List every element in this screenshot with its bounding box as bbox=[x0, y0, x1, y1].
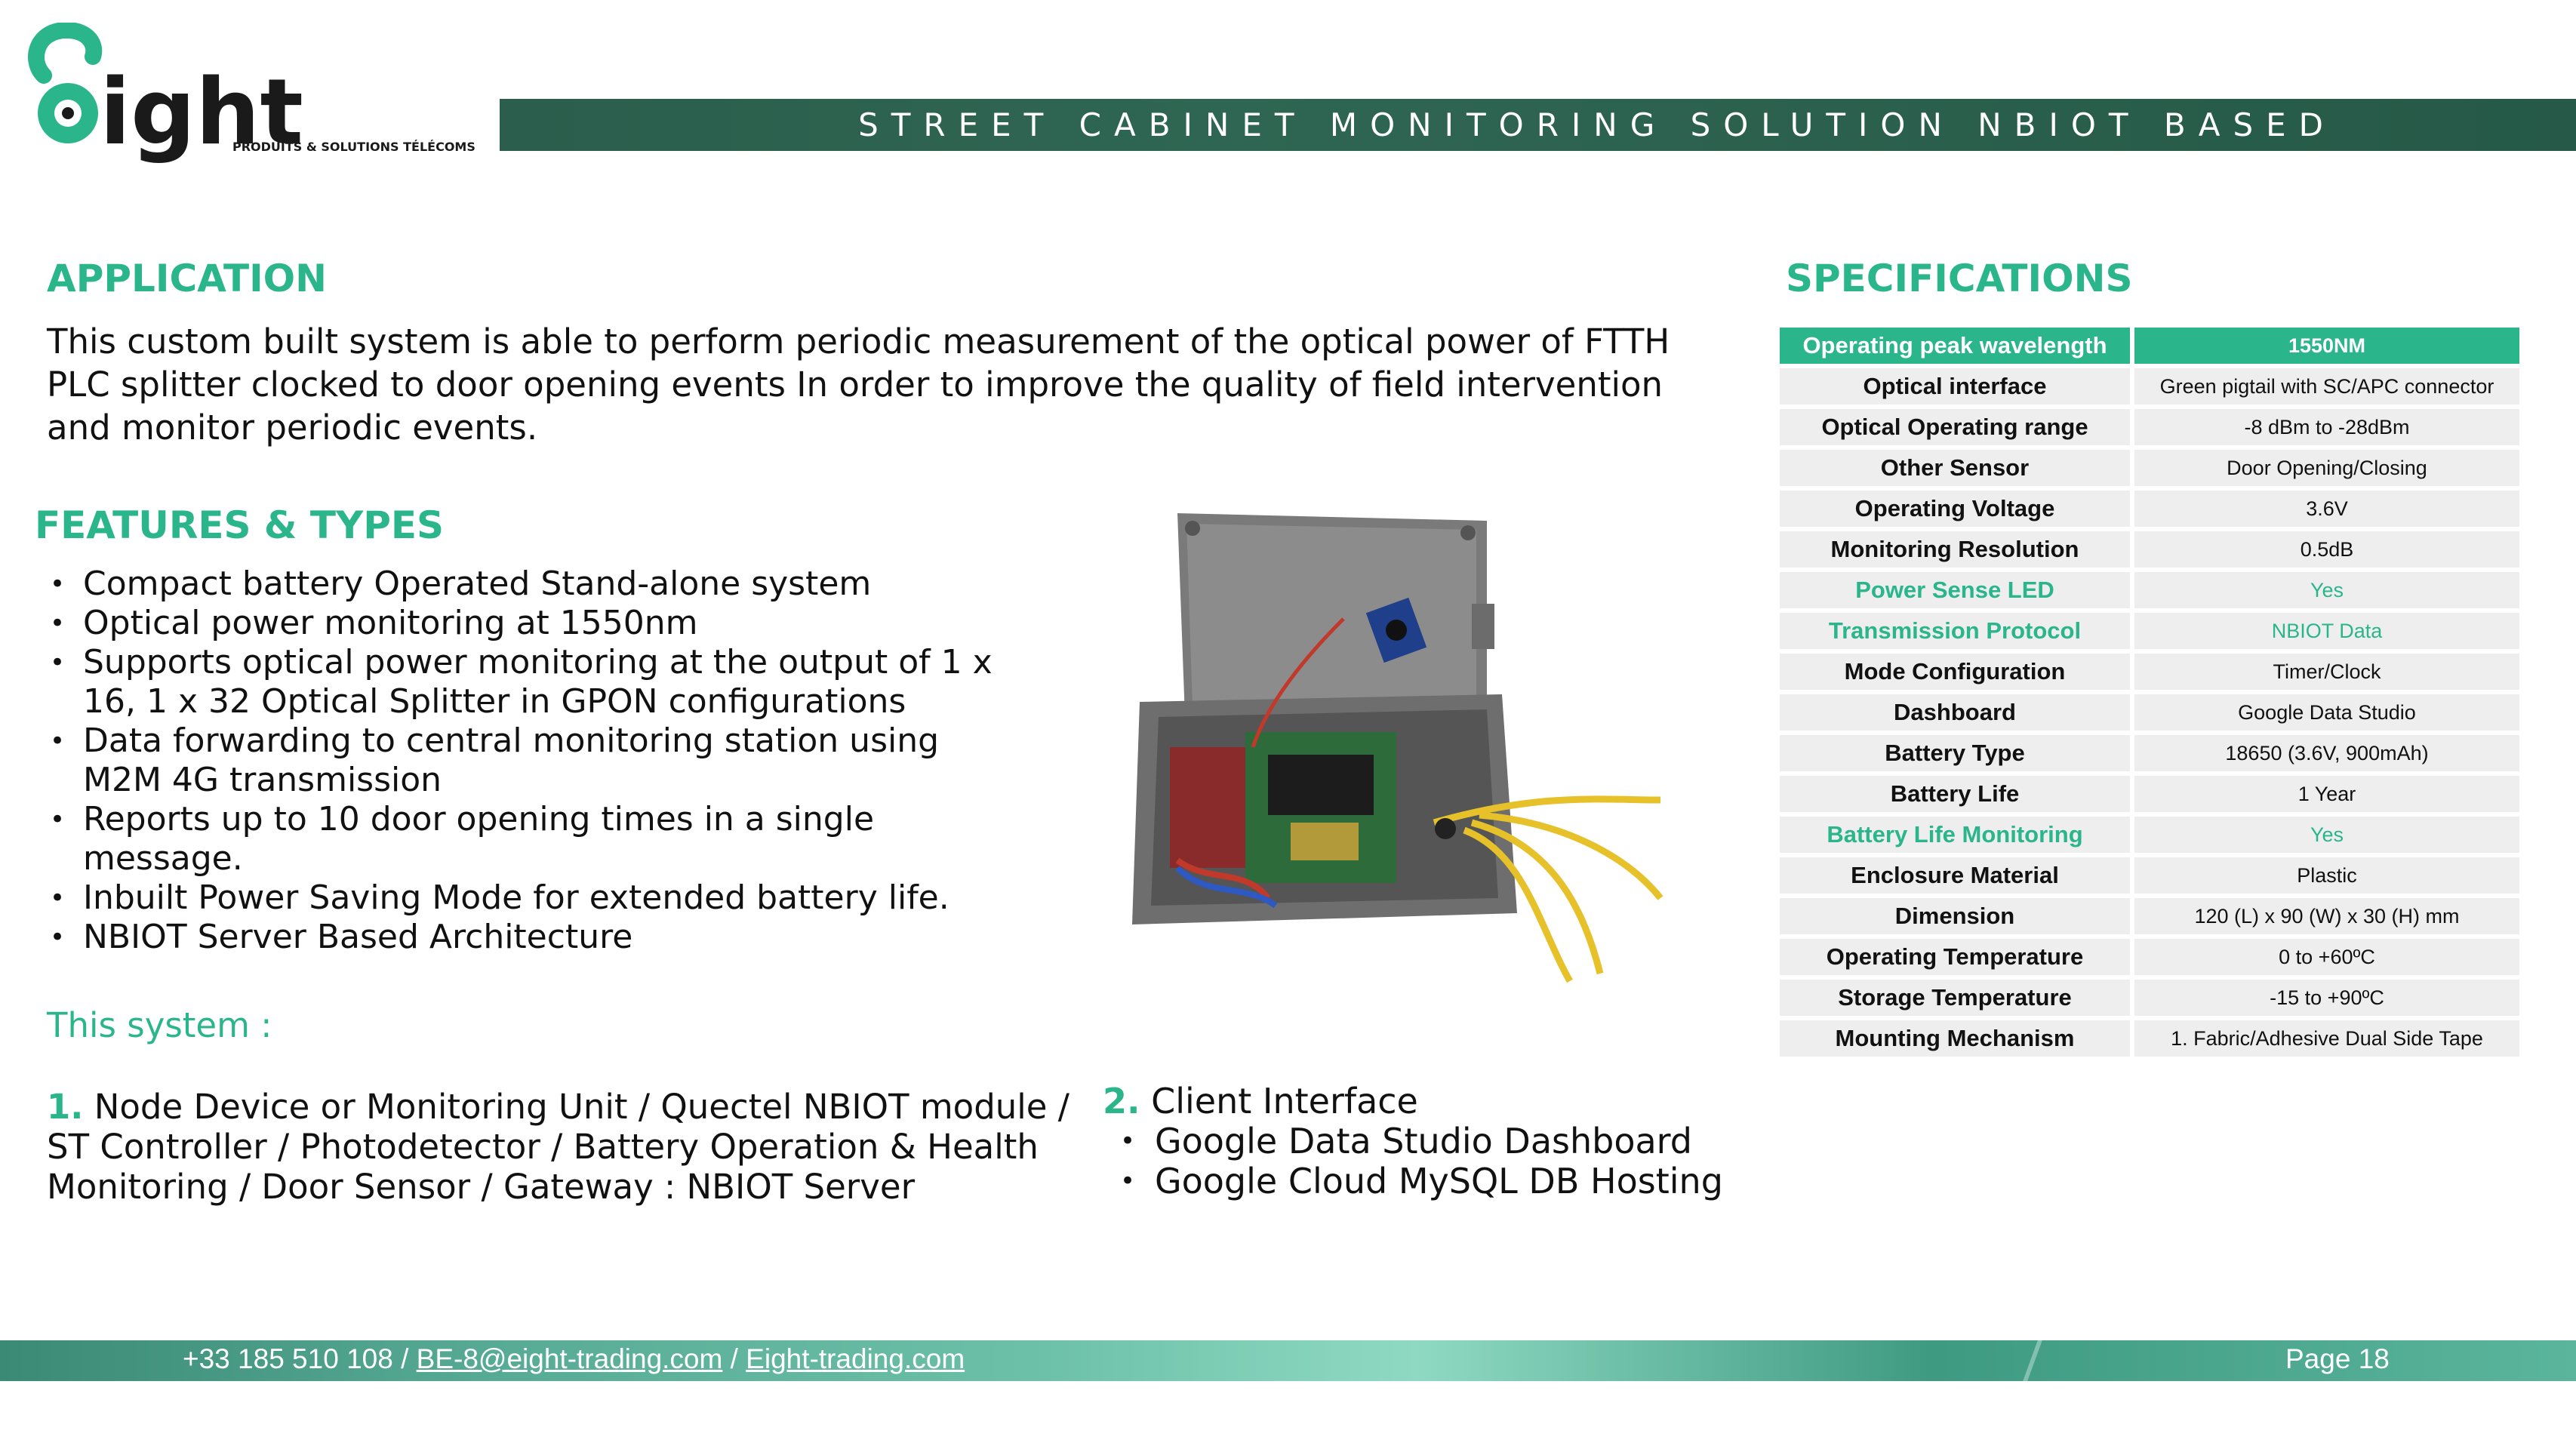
node-description: Node Device or Monitoring Unit / Quectel NBIOT module / ST Controller / Photodetector / Battery Operation & Health Monitoring / Door Sensor / Gateway : NBIOT Server bbox=[47, 1087, 1069, 1207]
list-item: • Inbuilt Power Saving Mode for extended battery life. bbox=[45, 878, 1026, 918]
spec-key: Dashboard bbox=[1780, 694, 2130, 731]
spec-value: 18650 (3.6V, 900mAh) bbox=[2134, 735, 2519, 771]
spec-value: 0 to +60ºC bbox=[2134, 939, 2519, 975]
table-row bbox=[1780, 654, 2519, 690]
spec-value: Yes bbox=[2134, 817, 2519, 853]
footer-contact bbox=[183, 1343, 965, 1375]
spec-value: 1. Fabric/Adhesive Dual Side Tape bbox=[2134, 1020, 2519, 1057]
list-item: • Google Cloud MySQL DB Hosting bbox=[1114, 1161, 1723, 1201]
list-item: • NBIOT Server Based Architecture bbox=[45, 918, 1026, 957]
spec-key: Other Sensor bbox=[1780, 450, 2130, 486]
spec-value: Timer/Clock bbox=[2134, 654, 2519, 690]
footer-phone: +33 185 510 108 / bbox=[183, 1343, 417, 1374]
client-title: Client Interface bbox=[1140, 1081, 1418, 1121]
spec-value: 3.6V bbox=[2134, 491, 2519, 527]
spec-key: Enclosure Material bbox=[1780, 857, 2130, 894]
table-row bbox=[1780, 409, 2519, 445]
list-item: • Compact battery Operated Stand-alone system bbox=[45, 565, 1026, 604]
specifications-table bbox=[1775, 323, 2524, 1061]
client-interface-heading bbox=[1103, 1081, 1418, 1121]
table-row bbox=[1780, 368, 2519, 405]
spec-value: Door Opening/Closing bbox=[2134, 450, 2519, 486]
spec-value: NBIOT Data bbox=[2134, 613, 2519, 649]
features-heading: FEATURES & TYPES bbox=[35, 503, 445, 547]
node-device-text bbox=[47, 1087, 1073, 1207]
table-row bbox=[1780, 939, 2519, 975]
spec-key: Mode Configuration bbox=[1780, 654, 2130, 690]
spec-value: Yes bbox=[2134, 572, 2519, 608]
table-row bbox=[1780, 694, 2519, 731]
node-number: 1. bbox=[47, 1087, 84, 1127]
table-row bbox=[1780, 735, 2519, 771]
spec-key: Operating Voltage bbox=[1780, 491, 2130, 527]
spec-value: 120 (L) x 90 (W) x 30 (H) mm bbox=[2134, 898, 2519, 934]
spec-value: 1550NM bbox=[2134, 328, 2519, 364]
spec-value: 0.5dB bbox=[2134, 531, 2519, 568]
spec-value: -8 dBm to -28dBm bbox=[2134, 409, 2519, 445]
spec-value: Green pigtail with SC/APC connector bbox=[2134, 368, 2519, 405]
website-link[interactable]: Eight-trading.com bbox=[746, 1343, 965, 1374]
email-link[interactable]: BE-8@eight-trading.com bbox=[416, 1343, 723, 1374]
page-title: STREET CABINET MONITORING SOLUTION NBIOT BASED bbox=[858, 106, 2336, 143]
table-row bbox=[1780, 531, 2519, 568]
table-row bbox=[1780, 776, 2519, 812]
list-item: • Reports up to 10 door opening times in a single message. bbox=[45, 800, 1026, 878]
device-photo bbox=[1117, 506, 1676, 996]
table-row bbox=[1780, 450, 2519, 486]
system-label: This system : bbox=[47, 1005, 272, 1045]
spec-value: Plastic bbox=[2134, 857, 2519, 894]
list-item: • Google Data Studio Dashboard bbox=[1114, 1121, 1723, 1161]
specifications-heading: SPECIFICATIONS bbox=[1786, 257, 2133, 300]
table-row bbox=[1780, 898, 2519, 934]
spec-key: Optical interface bbox=[1780, 368, 2130, 405]
table-row bbox=[1780, 491, 2519, 527]
logo-tagline: PRODUITS & SOLUTIONS TÉLÉCOMS bbox=[232, 140, 475, 154]
application-text: This custom built system is able to perform periodic measurement of the optical power of FTTH PLC splitter clocked to door opening events In order to improve the quality of field intervention and monitor periodic events. bbox=[47, 321, 1670, 448]
spec-key: Battery Type bbox=[1780, 735, 2130, 771]
table-row bbox=[1780, 613, 2519, 649]
eight-logo bbox=[21, 23, 489, 174]
spec-key: Operating Temperature bbox=[1780, 939, 2130, 975]
client-interface-list bbox=[1114, 1121, 1723, 1201]
client-number: 2. bbox=[1103, 1081, 1140, 1121]
spec-value: Google Data Studio bbox=[2134, 694, 2519, 731]
list-item: • Data forwarding to central monitoring station using M2M 4G transmission bbox=[45, 721, 1026, 800]
list-item: • Supports optical power monitoring at the output of 1 x 16, 1 x 32 Optical Splitter in GPON configurations bbox=[45, 643, 1026, 721]
spec-key: Power Sense LED bbox=[1780, 572, 2130, 608]
logo-wordmark: ight bbox=[100, 60, 303, 165]
spec-key: Dimension bbox=[1780, 898, 2130, 934]
list-item: • Optical power monitoring at 1550nm bbox=[45, 604, 1026, 643]
spec-value: 1 Year bbox=[2134, 776, 2519, 812]
page-number: Page 18 bbox=[2285, 1343, 2390, 1374]
table-row bbox=[1780, 980, 2519, 1016]
spec-key: Storage Temperature bbox=[1780, 980, 2130, 1016]
spec-key: Battery Life Monitoring bbox=[1780, 817, 2130, 853]
spec-key: Operating peak wavelength bbox=[1780, 328, 2130, 364]
spec-key: Mounting Mechanism bbox=[1780, 1020, 2130, 1057]
spec-key: Transmission Protocol bbox=[1780, 613, 2130, 649]
spec-key: Battery Life bbox=[1780, 776, 2130, 812]
spec-key: Optical Operating range bbox=[1780, 409, 2130, 445]
table-row bbox=[1780, 1020, 2519, 1057]
table-row bbox=[1780, 572, 2519, 608]
application-heading: APPLICATION bbox=[47, 257, 328, 300]
spec-value: -15 to +90ºC bbox=[2134, 980, 2519, 1016]
table-row bbox=[1780, 817, 2519, 853]
footer-separator: / bbox=[722, 1343, 746, 1374]
table-row bbox=[1780, 857, 2519, 894]
spec-key: Monitoring Resolution bbox=[1780, 531, 2130, 568]
features-list bbox=[45, 565, 1026, 957]
table-row bbox=[1780, 328, 2519, 364]
